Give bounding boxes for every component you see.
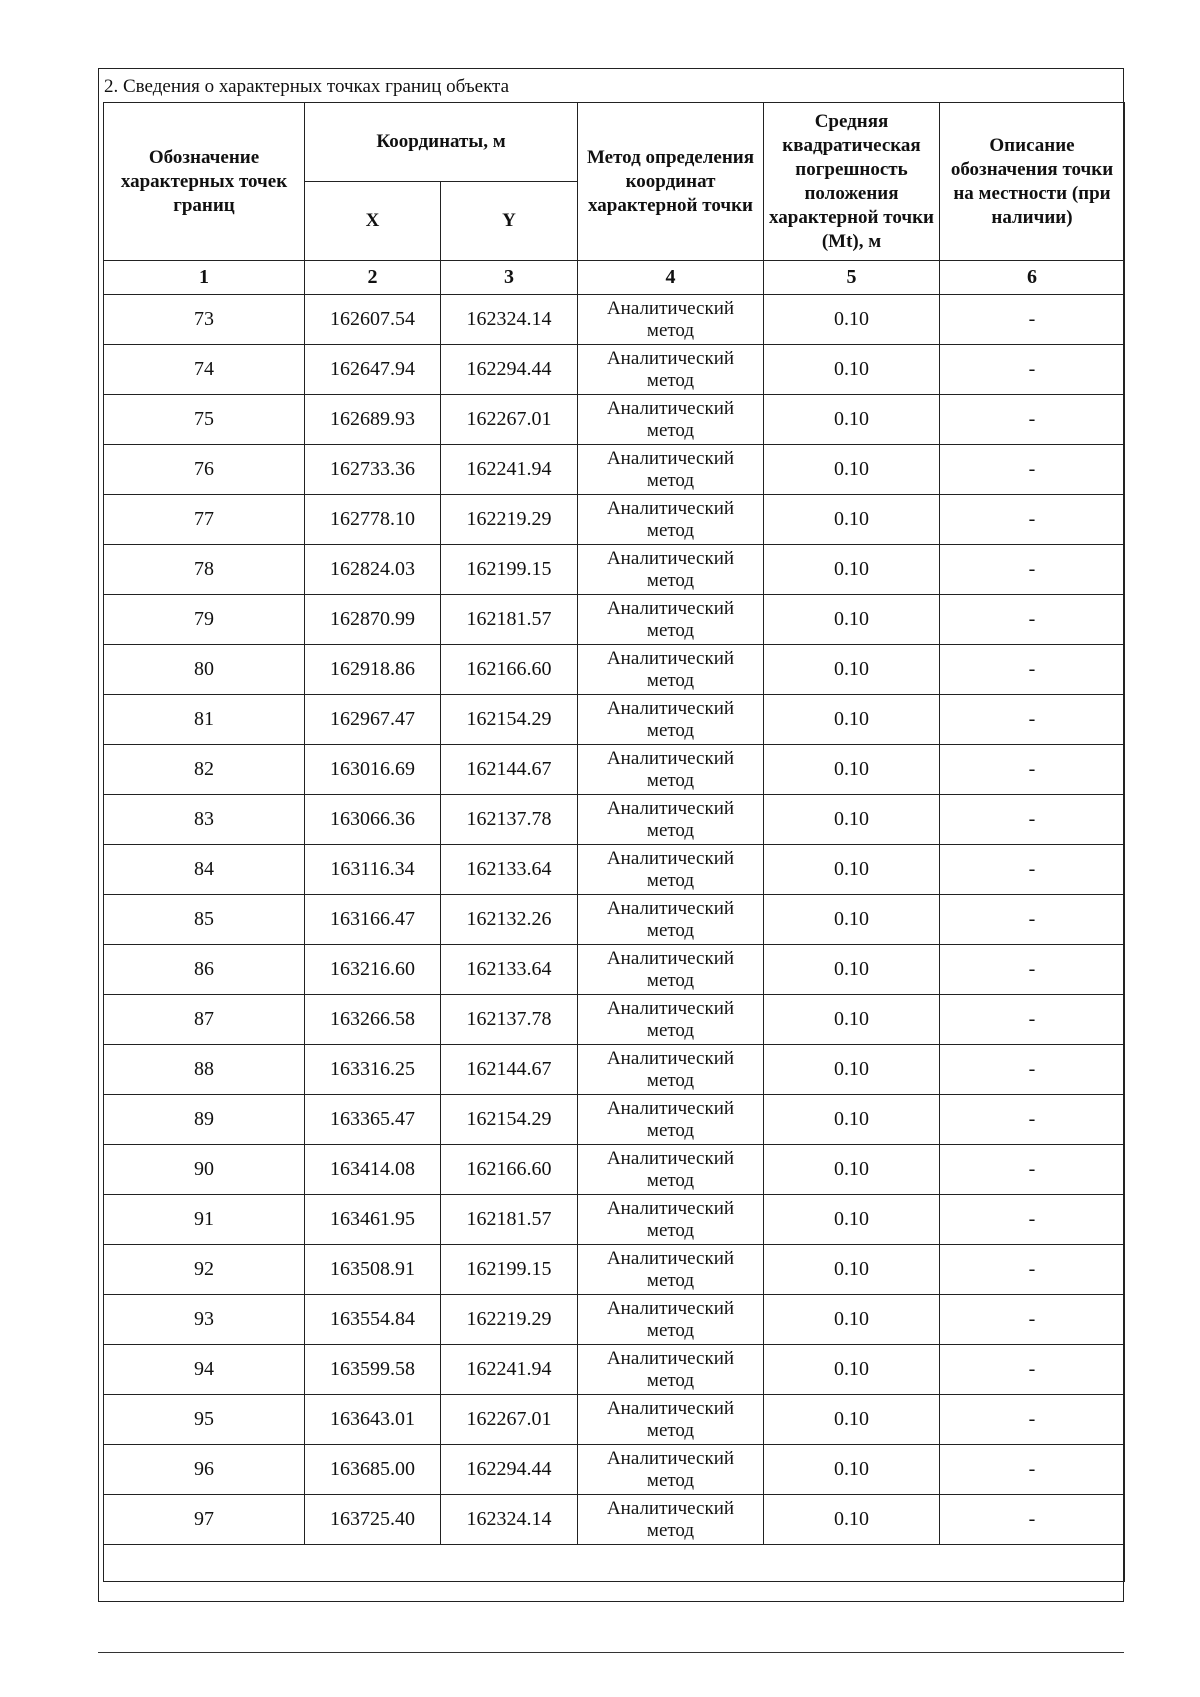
- y-coordinate-cell: 162219.29: [441, 495, 578, 545]
- table-row: [104, 1195, 1125, 1245]
- point-number-cell: 89: [104, 1095, 305, 1145]
- header-error: Средняя квадратическая погрешность положения характерной точки (Mt), м: [764, 103, 940, 261]
- column-number: 4: [578, 261, 764, 295]
- method-cell: [578, 645, 764, 695]
- method-line-1: Аналитический: [606, 1147, 735, 1169]
- method-cell: [578, 1245, 764, 1295]
- column-number: 1: [104, 261, 305, 295]
- column-numbers-row: [104, 261, 1125, 295]
- x-coordinate-cell: 162733.36: [305, 445, 441, 495]
- y-coordinate-cell: 162154.29: [441, 695, 578, 745]
- y-coordinate-cell: 162166.60: [441, 645, 578, 695]
- y-coordinate-cell: 162181.57: [441, 595, 578, 645]
- table-row: [104, 895, 1125, 945]
- column-number: 2: [305, 261, 441, 295]
- method-line-2: метод: [646, 719, 695, 741]
- x-coordinate-cell: 163016.69: [305, 745, 441, 795]
- method-line-2: метод: [646, 1369, 695, 1391]
- table-row: [104, 695, 1125, 745]
- method-line-1: Аналитический: [606, 847, 735, 869]
- column-number: 5: [764, 261, 940, 295]
- mt-cell: 0.10: [764, 1045, 940, 1095]
- y-coordinate-cell: 162267.01: [441, 395, 578, 445]
- y-coordinate-cell: 162144.67: [441, 1045, 578, 1095]
- y-coordinate-cell: 162219.29: [441, 1295, 578, 1345]
- header-x: X: [305, 182, 441, 261]
- description-cell: -: [940, 945, 1125, 995]
- method-line-2: метод: [646, 1419, 695, 1441]
- section-title: 2. Сведения о характерных точках границ объекта: [104, 76, 510, 97]
- method-line-1: Аналитический: [606, 1197, 735, 1219]
- point-number-cell: 82: [104, 745, 305, 795]
- y-coordinate-cell: 162241.94: [441, 1345, 578, 1395]
- method-line-2: метод: [646, 969, 695, 991]
- mt-cell: 0.10: [764, 345, 940, 395]
- x-coordinate-cell: 162647.94: [305, 345, 441, 395]
- method-line-2: метод: [646, 669, 695, 691]
- point-number-cell: 95: [104, 1395, 305, 1445]
- table-row: [104, 1295, 1125, 1345]
- column-number: 3: [441, 261, 578, 295]
- table-row: [104, 1145, 1125, 1195]
- mt-cell: 0.10: [764, 1195, 940, 1245]
- description-cell: -: [940, 1395, 1125, 1445]
- point-number-cell: 84: [104, 845, 305, 895]
- method-cell: [578, 745, 764, 795]
- x-coordinate-cell: 162870.99: [305, 595, 441, 645]
- table-row: [104, 1245, 1125, 1295]
- mt-cell: 0.10: [764, 1395, 940, 1445]
- description-cell: -: [940, 445, 1125, 495]
- mt-cell: 0.10: [764, 695, 940, 745]
- table-row: [104, 995, 1125, 1045]
- method-line-1: Аналитический: [606, 997, 735, 1019]
- mt-cell: 0.10: [764, 295, 940, 345]
- point-number-cell: 74: [104, 345, 305, 395]
- mt-cell: 0.10: [764, 545, 940, 595]
- method-line-1: Аналитический: [606, 797, 735, 819]
- x-coordinate-cell: 163365.47: [305, 1095, 441, 1145]
- method-line-1: Аналитический: [606, 1047, 735, 1069]
- method-line-2: метод: [646, 469, 695, 491]
- x-coordinate-cell: 163685.00: [305, 1445, 441, 1495]
- y-coordinate-cell: 162324.14: [441, 1495, 578, 1545]
- point-number-cell: 80: [104, 645, 305, 695]
- x-coordinate-cell: 162967.47: [305, 695, 441, 745]
- mt-cell: 0.10: [764, 1295, 940, 1345]
- mt-cell: 0.10: [764, 1245, 940, 1295]
- point-number-cell: 93: [104, 1295, 305, 1345]
- description-cell: -: [940, 1145, 1125, 1195]
- x-coordinate-cell: 163216.60: [305, 945, 441, 995]
- method-cell: [578, 795, 764, 845]
- mt-cell: 0.10: [764, 795, 940, 845]
- x-coordinate-cell: 163554.84: [305, 1295, 441, 1345]
- y-coordinate-cell: 162241.94: [441, 445, 578, 495]
- table-row: [104, 345, 1125, 395]
- method-cell: [578, 895, 764, 945]
- empty-row: [104, 1545, 1125, 1582]
- column-number: 6: [940, 261, 1125, 295]
- description-cell: -: [940, 295, 1125, 345]
- method-line-2: метод: [646, 1319, 695, 1341]
- empty-cell: [104, 1545, 1125, 1582]
- mt-cell: 0.10: [764, 395, 940, 445]
- method-cell: [578, 945, 764, 995]
- method-line-1: Аналитический: [606, 1347, 735, 1369]
- point-number-cell: 91: [104, 1195, 305, 1245]
- point-number-cell: 97: [104, 1495, 305, 1545]
- table-row: [104, 1495, 1125, 1545]
- point-number-cell: 81: [104, 695, 305, 745]
- method-cell: [578, 1295, 764, 1345]
- description-cell: -: [940, 745, 1125, 795]
- mt-cell: 0.10: [764, 495, 940, 545]
- table-row: [104, 1395, 1125, 1445]
- mt-cell: 0.10: [764, 1145, 940, 1195]
- y-coordinate-cell: 162294.44: [441, 345, 578, 395]
- method-line-1: Аналитический: [606, 897, 735, 919]
- method-line-2: метод: [646, 569, 695, 591]
- x-coordinate-cell: 163725.40: [305, 1495, 441, 1545]
- mt-cell: 0.10: [764, 995, 940, 1045]
- description-cell: -: [940, 695, 1125, 745]
- method-cell: [578, 495, 764, 545]
- method-line-1: Аналитический: [606, 697, 735, 719]
- method-line-2: метод: [646, 819, 695, 841]
- x-coordinate-cell: 163414.08: [305, 1145, 441, 1195]
- y-coordinate-cell: 162133.64: [441, 945, 578, 995]
- method-line-2: метод: [646, 519, 695, 541]
- method-line-2: метод: [646, 369, 695, 391]
- mt-cell: 0.10: [764, 1445, 940, 1495]
- x-coordinate-cell: 163116.34: [305, 845, 441, 895]
- y-coordinate-cell: 162137.78: [441, 795, 578, 845]
- method-line-2: метод: [646, 619, 695, 641]
- description-cell: -: [940, 1495, 1125, 1545]
- description-cell: -: [940, 1095, 1125, 1145]
- method-line-1: Аналитический: [606, 447, 735, 469]
- y-coordinate-cell: 162133.64: [441, 845, 578, 895]
- description-cell: -: [940, 1245, 1125, 1295]
- table-row: [104, 395, 1125, 445]
- method-line-1: Аналитический: [606, 1397, 735, 1419]
- point-number-cell: 79: [104, 595, 305, 645]
- method-line-1: Аналитический: [606, 1247, 735, 1269]
- method-cell: [578, 1445, 764, 1495]
- method-line-2: метод: [646, 1219, 695, 1241]
- table-row: [104, 945, 1125, 995]
- method-line-2: метод: [646, 319, 695, 341]
- method-line-2: метод: [646, 919, 695, 941]
- method-cell: [578, 1045, 764, 1095]
- table-row: [104, 445, 1125, 495]
- description-cell: -: [940, 545, 1125, 595]
- y-coordinate-cell: 162294.44: [441, 1445, 578, 1495]
- table-row: [104, 845, 1125, 895]
- point-number-cell: 78: [104, 545, 305, 595]
- point-number-cell: 73: [104, 295, 305, 345]
- method-line-2: метод: [646, 869, 695, 891]
- description-cell: -: [940, 1045, 1125, 1095]
- table-row: [104, 595, 1125, 645]
- method-cell: [578, 1195, 764, 1245]
- description-cell: -: [940, 1295, 1125, 1345]
- x-coordinate-cell: 162918.86: [305, 645, 441, 695]
- method-line-2: метод: [646, 1269, 695, 1291]
- table-row: [104, 1095, 1125, 1145]
- method-line-1: Аналитический: [606, 547, 735, 569]
- table-row: [104, 1045, 1125, 1095]
- description-cell: -: [940, 645, 1125, 695]
- method-line-1: Аналитический: [606, 1497, 735, 1519]
- method-cell: [578, 395, 764, 445]
- method-cell: [578, 1495, 764, 1545]
- point-number-cell: 88: [104, 1045, 305, 1095]
- y-coordinate-cell: 162154.29: [441, 1095, 578, 1145]
- method-cell: [578, 445, 764, 495]
- method-line-2: метод: [646, 769, 695, 791]
- method-line-1: Аналитический: [606, 1447, 735, 1469]
- method-line-1: Аналитический: [606, 297, 735, 319]
- table-row: [104, 645, 1125, 695]
- table-row: [104, 795, 1125, 845]
- method-line-2: метод: [646, 1119, 695, 1141]
- header-description: Описание обозначения точки на местности (при наличии): [940, 103, 1125, 261]
- description-cell: -: [940, 495, 1125, 545]
- mt-cell: 0.10: [764, 1495, 940, 1545]
- description-cell: -: [940, 345, 1125, 395]
- mt-cell: 0.10: [764, 845, 940, 895]
- method-line-1: Аналитический: [606, 747, 735, 769]
- mt-cell: 0.10: [764, 1095, 940, 1145]
- y-coordinate-cell: 162199.15: [441, 1245, 578, 1295]
- method-cell: [578, 595, 764, 645]
- mt-cell: 0.10: [764, 895, 940, 945]
- method-line-1: Аналитический: [606, 397, 735, 419]
- description-cell: -: [940, 595, 1125, 645]
- point-number-cell: 90: [104, 1145, 305, 1195]
- description-cell: -: [940, 845, 1125, 895]
- x-coordinate-cell: 163461.95: [305, 1195, 441, 1245]
- y-coordinate-cell: 162137.78: [441, 995, 578, 1045]
- y-coordinate-cell: 162267.01: [441, 1395, 578, 1445]
- method-line-1: Аналитический: [606, 597, 735, 619]
- table-row: [104, 495, 1125, 545]
- y-coordinate-cell: 162144.67: [441, 745, 578, 795]
- mt-cell: 0.10: [764, 645, 940, 695]
- x-coordinate-cell: 163066.36: [305, 795, 441, 845]
- y-coordinate-cell: 162324.14: [441, 295, 578, 345]
- y-coordinate-cell: 162199.15: [441, 545, 578, 595]
- x-coordinate-cell: 163643.01: [305, 1395, 441, 1445]
- y-coordinate-cell: 162166.60: [441, 1145, 578, 1195]
- method-cell: [578, 1145, 764, 1195]
- method-line-2: метод: [646, 1069, 695, 1091]
- method-line-1: Аналитический: [606, 497, 735, 519]
- x-coordinate-cell: 162778.10: [305, 495, 441, 545]
- footer-divider: [98, 1652, 1124, 1653]
- mt-cell: 0.10: [764, 945, 940, 995]
- method-line-2: метод: [646, 419, 695, 441]
- x-coordinate-cell: 163266.58: [305, 995, 441, 1045]
- method-cell: [578, 1395, 764, 1445]
- x-coordinate-cell: 162607.54: [305, 295, 441, 345]
- mt-cell: 0.10: [764, 595, 940, 645]
- y-coordinate-cell: 162132.26: [441, 895, 578, 945]
- method-cell: [578, 695, 764, 745]
- point-number-cell: 76: [104, 445, 305, 495]
- method-cell: [578, 995, 764, 1045]
- table-row: [104, 295, 1125, 345]
- point-number-cell: 75: [104, 395, 305, 445]
- method-line-1: Аналитический: [606, 1097, 735, 1119]
- description-cell: -: [940, 795, 1125, 845]
- point-number-cell: 94: [104, 1345, 305, 1395]
- method-line-1: Аналитический: [606, 1297, 735, 1319]
- method-line-2: метод: [646, 1519, 695, 1541]
- mt-cell: 0.10: [764, 745, 940, 795]
- point-number-cell: 85: [104, 895, 305, 945]
- description-cell: -: [940, 1445, 1125, 1495]
- mt-cell: 0.10: [764, 1345, 940, 1395]
- x-coordinate-cell: 163166.47: [305, 895, 441, 945]
- method-line-1: Аналитический: [606, 347, 735, 369]
- description-cell: -: [940, 895, 1125, 945]
- table-row: [104, 1445, 1125, 1495]
- point-number-cell: 92: [104, 1245, 305, 1295]
- method-cell: [578, 295, 764, 345]
- description-cell: -: [940, 395, 1125, 445]
- header-point-designation: Обозначение характерных точек границ: [104, 103, 305, 261]
- x-coordinate-cell: 162689.93: [305, 395, 441, 445]
- mt-cell: 0.10: [764, 445, 940, 495]
- point-number-cell: 77: [104, 495, 305, 545]
- x-coordinate-cell: 162824.03: [305, 545, 441, 595]
- x-coordinate-cell: 163508.91: [305, 1245, 441, 1295]
- header-y: Y: [441, 182, 578, 261]
- header-coordinates: Координаты, м: [305, 103, 578, 182]
- method-cell: [578, 1095, 764, 1145]
- description-cell: -: [940, 1195, 1125, 1245]
- table-row: [104, 1345, 1125, 1395]
- method-line-2: метод: [646, 1019, 695, 1041]
- method-line-2: метод: [646, 1469, 695, 1491]
- method-cell: [578, 845, 764, 895]
- description-cell: -: [940, 1345, 1125, 1395]
- points-table: [103, 102, 1125, 1582]
- y-coordinate-cell: 162181.57: [441, 1195, 578, 1245]
- point-number-cell: 86: [104, 945, 305, 995]
- point-number-cell: 87: [104, 995, 305, 1045]
- method-line-1: Аналитический: [606, 947, 735, 969]
- method-cell: [578, 1345, 764, 1395]
- point-number-cell: 83: [104, 795, 305, 845]
- table-row: [104, 745, 1125, 795]
- method-line-2: метод: [646, 1169, 695, 1191]
- header-method: Метод определения координат характерной точки: [578, 103, 764, 261]
- x-coordinate-cell: 163599.58: [305, 1345, 441, 1395]
- method-line-1: Аналитический: [606, 647, 735, 669]
- method-cell: [578, 545, 764, 595]
- point-number-cell: 96: [104, 1445, 305, 1495]
- x-coordinate-cell: 163316.25: [305, 1045, 441, 1095]
- method-cell: [578, 345, 764, 395]
- table-row: [104, 545, 1125, 595]
- description-cell: -: [940, 995, 1125, 1045]
